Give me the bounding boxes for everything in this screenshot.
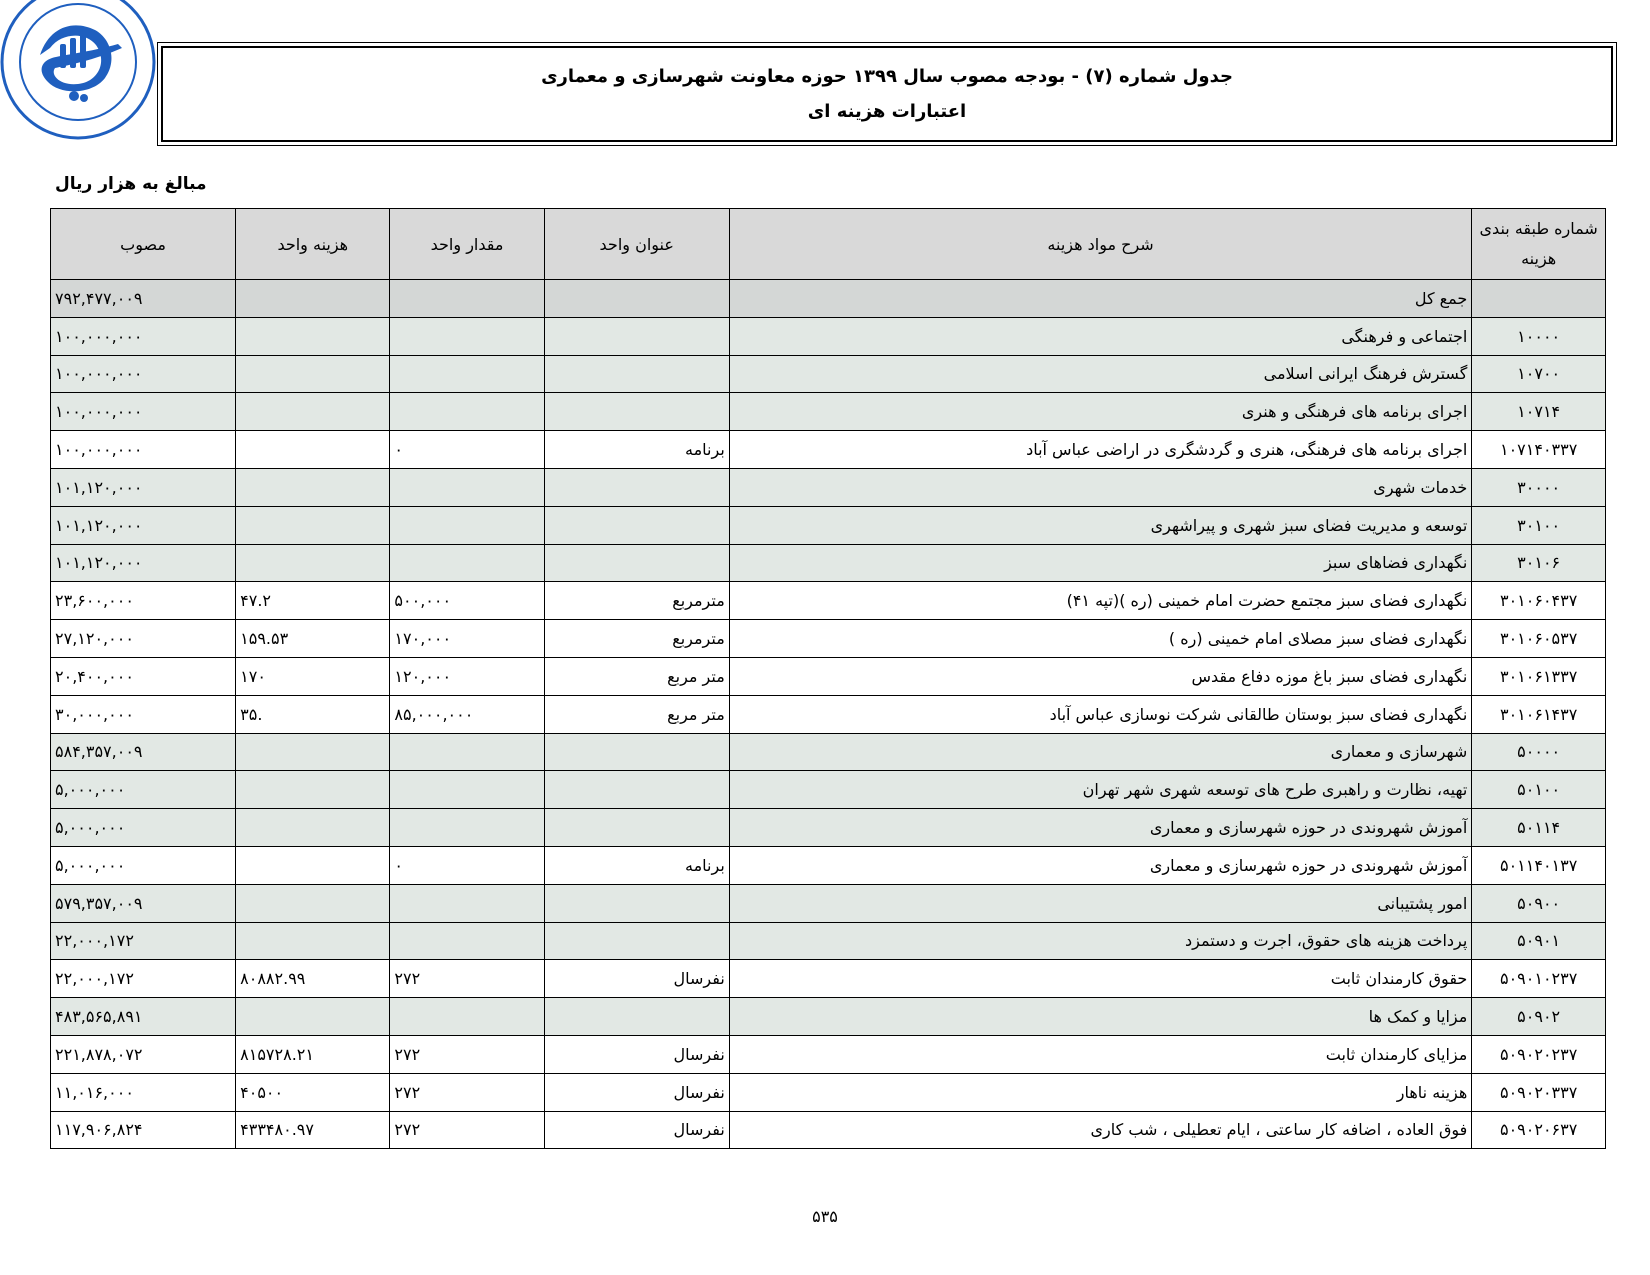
- row-code-cell: ۳۰۱۰۶۱۳۳۷: [1472, 657, 1606, 695]
- row-approved-amount-cell: ۵,۰۰۰,۰۰۰: [51, 846, 236, 884]
- row-description-cell: تهیه، نظارت و راهبری طرح های توسعه شهری شهر تهران: [729, 771, 1472, 809]
- row-unit-cost-cell: [236, 998, 390, 1036]
- row-unit-quantity-cell: [390, 733, 544, 771]
- row-approved-amount-cell: ۲۲,۰۰۰,۱۷۲: [51, 922, 236, 960]
- row-code-cell: ۳۰۱۰۰: [1472, 506, 1606, 544]
- header-unit-title: عنوان واحد: [544, 209, 729, 280]
- row-unit-cost-cell: [236, 771, 390, 809]
- row-unit-title-cell: [544, 280, 729, 318]
- row-code-cell: ۱۰۷۰۰: [1472, 355, 1606, 393]
- row-description-cell: جمع کل: [729, 280, 1472, 318]
- row-code-cell: ۱۰۰۰۰: [1472, 317, 1606, 355]
- header-unit-cost: هزینه واحد: [236, 209, 390, 280]
- row-unit-title-cell: مترمربع: [544, 620, 729, 658]
- table-row: [51, 468, 1606, 506]
- row-unit-cost-cell: [236, 733, 390, 771]
- row-unit-title-cell: [544, 809, 729, 847]
- row-unit-title-cell: نفرسال: [544, 960, 729, 998]
- row-unit-quantity-cell: ۲۷۲: [390, 960, 544, 998]
- row-unit-title-cell: [544, 998, 729, 1036]
- row-unit-title-cell: متر مربع: [544, 657, 729, 695]
- row-description-cell: نگهداری فضای سبز بوستان طالقانی شرکت نوسازی عباس آباد: [729, 695, 1472, 733]
- row-unit-quantity-cell: [390, 317, 544, 355]
- table-row: [51, 582, 1606, 620]
- row-unit-quantity-cell: ۲۷۲: [390, 1073, 544, 1111]
- row-code-cell: ۳۰۱۰۶: [1472, 544, 1606, 582]
- row-code-cell: ۵۰۹۰۲۰۶۳۷: [1472, 1111, 1606, 1149]
- row-approved-amount-cell: ۵۸۴,۳۵۷,۰۰۹: [51, 733, 236, 771]
- row-unit-title-cell: [544, 355, 729, 393]
- table-row: [51, 884, 1606, 922]
- row-unit-cost-cell: ۴۳۳۴۸۰.۹۷: [236, 1111, 390, 1149]
- row-code-cell: ۵۰۱۱۴: [1472, 809, 1606, 847]
- row-code-cell: ۳۰۱۰۶۰۵۳۷: [1472, 620, 1606, 658]
- row-description-cell: مزایای کارمندان ثابت: [729, 1035, 1472, 1073]
- row-code-cell: [1472, 280, 1606, 318]
- row-unit-cost-cell: [236, 922, 390, 960]
- row-code-cell: ۵۰۹۰۱: [1472, 922, 1606, 960]
- table-row: [51, 1035, 1606, 1073]
- row-description-cell: خدمات شهری: [729, 468, 1472, 506]
- row-unit-quantity-cell: ۰: [390, 431, 544, 469]
- table-row: [51, 846, 1606, 884]
- row-code-cell: ۳۰۱۰۶۱۴۳۷: [1472, 695, 1606, 733]
- expense-budget-table: [50, 208, 1606, 1149]
- table-row: [51, 280, 1606, 318]
- row-approved-amount-cell: ۲۲,۰۰۰,۱۷۲: [51, 960, 236, 998]
- table-row: [51, 998, 1606, 1036]
- table-row: [51, 695, 1606, 733]
- row-unit-quantity-cell: [390, 506, 544, 544]
- row-approved-amount-cell: ۲۷,۱۲۰,۰۰۰: [51, 620, 236, 658]
- document-title: جدول شماره (۷) - بودجه مصوب سال ۱۳۹۹ حوزه معاونت شهرسازی و معماری: [541, 66, 1233, 87]
- document-subtitle: اعتبارات هزینه ای: [807, 101, 967, 122]
- row-unit-title-cell: [544, 884, 729, 922]
- row-unit-quantity-cell: [390, 280, 544, 318]
- table-header-row: [51, 209, 1606, 280]
- header-code-line1: شماره طبقه بندی: [1479, 219, 1598, 238]
- row-unit-cost-cell: [236, 280, 390, 318]
- row-unit-cost-cell: [236, 393, 390, 431]
- row-description-cell: حقوق کارمندان ثابت: [729, 960, 1472, 998]
- header-description: شرح مواد هزینه: [729, 209, 1472, 280]
- row-approved-amount-cell: ۱۱,۰۱۶,۰۰۰: [51, 1073, 236, 1111]
- row-code-cell: ۱۰۷۱۴۰۳۳۷: [1472, 431, 1606, 469]
- row-unit-quantity-cell: [390, 998, 544, 1036]
- row-description-cell: نگهداری فضای سبز مجتمع حضرت امام خمینی (ره )(تپه ۴۱): [729, 582, 1472, 620]
- row-unit-quantity-cell: ۲۷۲: [390, 1111, 544, 1149]
- row-unit-quantity-cell: ۱۲۰,۰۰۰: [390, 657, 544, 695]
- row-description-cell: شهرسازی و معماری: [729, 733, 1472, 771]
- row-approved-amount-cell: ۳۰,۰۰۰,۰۰۰: [51, 695, 236, 733]
- row-unit-cost-cell: .۳۵: [236, 695, 390, 733]
- row-unit-cost-cell: [236, 846, 390, 884]
- row-unit-title-cell: [544, 317, 729, 355]
- row-unit-quantity-cell: ۸۵,۰۰۰,۰۰۰: [390, 695, 544, 733]
- row-unit-quantity-cell: [390, 355, 544, 393]
- row-code-cell: ۵۰۹۰۲: [1472, 998, 1606, 1036]
- header-classification-code: [1472, 209, 1606, 280]
- row-code-cell: ۵۰۹۰۰: [1472, 884, 1606, 922]
- row-unit-title-cell: نفرسال: [544, 1035, 729, 1073]
- table-row: [51, 506, 1606, 544]
- header-unit-quantity: مقدار واحد: [390, 209, 544, 280]
- row-approved-amount-cell: ۷۹۲,۴۷۷,۰۰۹: [51, 280, 236, 318]
- row-description-cell: اجتماعی و فرهنگی: [729, 317, 1472, 355]
- row-unit-cost-cell: [236, 468, 390, 506]
- table-row: [51, 317, 1606, 355]
- row-unit-quantity-cell: ۵۰۰,۰۰۰: [390, 582, 544, 620]
- row-unit-quantity-cell: [390, 468, 544, 506]
- row-description-cell: پرداخت هزینه های حقوق، اجرت و دستمزد: [729, 922, 1472, 960]
- row-unit-cost-cell: ۱۵۹.۵۳: [236, 620, 390, 658]
- row-unit-cost-cell: [236, 431, 390, 469]
- row-description-cell: امور پشتیبانی: [729, 884, 1472, 922]
- table-row: [51, 733, 1606, 771]
- row-unit-cost-cell: ۴۷.۲: [236, 582, 390, 620]
- row-unit-quantity-cell: [390, 922, 544, 960]
- row-description-cell: اجرای برنامه های فرهنگی، هنری و گردشگری در اراضی عباس آباد: [729, 431, 1472, 469]
- row-unit-cost-cell: [236, 809, 390, 847]
- row-unit-quantity-cell: [390, 884, 544, 922]
- row-code-cell: ۵۰۰۰۰: [1472, 733, 1606, 771]
- row-unit-title-cell: متر مربع: [544, 695, 729, 733]
- row-unit-quantity-cell: ۱۷۰,۰۰۰: [390, 620, 544, 658]
- row-description-cell: هزینه ناهار: [729, 1073, 1472, 1111]
- row-approved-amount-cell: ۱۱۷,۹۰۶,۸۲۴: [51, 1111, 236, 1149]
- row-code-cell: ۵۰۹۰۲۰۳۳۷: [1472, 1073, 1606, 1111]
- table-row: [51, 771, 1606, 809]
- row-unit-cost-cell: ۱۷۰: [236, 657, 390, 695]
- row-unit-title-cell: مترمربع: [544, 582, 729, 620]
- row-unit-quantity-cell: ۲۷۲: [390, 1035, 544, 1073]
- row-unit-title-cell: [544, 468, 729, 506]
- row-description-cell: آموزش شهروندی در حوزه شهرسازی و معماری: [729, 846, 1472, 884]
- row-approved-amount-cell: ۴۸۳,۵۶۵,۸۹۱: [51, 998, 236, 1036]
- row-unit-cost-cell: [236, 544, 390, 582]
- row-unit-title-cell: [544, 771, 729, 809]
- row-approved-amount-cell: ۱۰۰,۰۰۰,۰۰۰: [51, 393, 236, 431]
- row-unit-title-cell: [544, 506, 729, 544]
- row-approved-amount-cell: ۲۳,۶۰۰,۰۰۰: [51, 582, 236, 620]
- row-description-cell: گسترش فرهنگ ایرانی اسلامی: [729, 355, 1472, 393]
- row-approved-amount-cell: ۱۰۰,۰۰۰,۰۰۰: [51, 355, 236, 393]
- row-code-cell: ۱۰۷۱۴: [1472, 393, 1606, 431]
- row-unit-cost-cell: [236, 506, 390, 544]
- row-code-cell: ۵۰۹۰۲۰۲۳۷: [1472, 1035, 1606, 1073]
- table-row: [51, 922, 1606, 960]
- table-row: [51, 431, 1606, 469]
- row-unit-cost-cell: ۸۰۸۸۲.۹۹: [236, 960, 390, 998]
- row-code-cell: ۵۰۱۱۴۰۱۳۷: [1472, 846, 1606, 884]
- row-unit-cost-cell: [236, 355, 390, 393]
- row-approved-amount-cell: ۱۰۱,۱۲۰,۰۰۰: [51, 468, 236, 506]
- row-approved-amount-cell: ۲۰,۴۰۰,۰۰۰: [51, 657, 236, 695]
- row-description-cell: توسعه و مدیریت فضای سبز شهری و پیراشهری: [729, 506, 1472, 544]
- row-description-cell: فوق العاده ، اضافه کار ساعتی ، ایام تعطیلی ، شب کاری: [729, 1111, 1472, 1149]
- row-code-cell: ۵۰۹۰۱۰۲۳۷: [1472, 960, 1606, 998]
- table-row: [51, 355, 1606, 393]
- row-unit-quantity-cell: [390, 393, 544, 431]
- row-approved-amount-cell: ۱۰۱,۱۲۰,۰۰۰: [51, 544, 236, 582]
- row-approved-amount-cell: ۵۷۹,۳۵۷,۰۰۹: [51, 884, 236, 922]
- row-unit-title-cell: [544, 393, 729, 431]
- table-row: [51, 1111, 1606, 1149]
- header-code-line2: هزینه: [1521, 249, 1557, 268]
- row-unit-title-cell: [544, 922, 729, 960]
- row-code-cell: ۵۰۱۰۰: [1472, 771, 1606, 809]
- table-row: [51, 1073, 1606, 1111]
- row-unit-title-cell: برنامه: [544, 431, 729, 469]
- row-unit-cost-cell: [236, 884, 390, 922]
- row-unit-title-cell: [544, 733, 729, 771]
- header-approved: مصوب: [51, 209, 236, 280]
- table-row: [51, 620, 1606, 658]
- row-description-cell: نگهداری فضاهای سبز: [729, 544, 1472, 582]
- table-row: [51, 657, 1606, 695]
- row-unit-cost-cell: [236, 317, 390, 355]
- table-row: [51, 544, 1606, 582]
- row-approved-amount-cell: ۵,۰۰۰,۰۰۰: [51, 771, 236, 809]
- row-unit-quantity-cell: [390, 771, 544, 809]
- row-unit-title-cell: برنامه: [544, 846, 729, 884]
- table-row: [51, 960, 1606, 998]
- row-description-cell: آموزش شهروندی در حوزه شهرسازی و معماری: [729, 809, 1472, 847]
- row-code-cell: ۳۰۰۰۰: [1472, 468, 1606, 506]
- row-description-cell: اجرای برنامه های فرهنگی و هنری: [729, 393, 1472, 431]
- row-unit-title-cell: [544, 544, 729, 582]
- row-unit-cost-cell: ۸۱۵۷۲۸.۲۱: [236, 1035, 390, 1073]
- title-box: [161, 46, 1613, 142]
- row-description-cell: نگهداری فضای سبز باغ موزه دفاع مقدس: [729, 657, 1472, 695]
- table-body: [51, 280, 1606, 1149]
- row-approved-amount-cell: ۱۰۰,۰۰۰,۰۰۰: [51, 431, 236, 469]
- row-unit-cost-cell: ۴۰۵۰۰: [236, 1073, 390, 1111]
- row-unit-title-cell: نفرسال: [544, 1073, 729, 1111]
- table-row: [51, 809, 1606, 847]
- row-unit-quantity-cell: [390, 544, 544, 582]
- row-unit-title-cell: نفرسال: [544, 1111, 729, 1149]
- row-description-cell: نگهداری فضای سبز مصلای امام خمینی (ره ): [729, 620, 1472, 658]
- row-approved-amount-cell: ۵,۰۰۰,۰۰۰: [51, 809, 236, 847]
- row-unit-quantity-cell: ۰: [390, 846, 544, 884]
- council-seal-stamp: [0, 0, 160, 160]
- table-row: [51, 393, 1606, 431]
- row-approved-amount-cell: ۲۲۱,۸۷۸,۰۷۲: [51, 1035, 236, 1073]
- row-code-cell: ۳۰۱۰۶۰۴۳۷: [1472, 582, 1606, 620]
- row-description-cell: مزایا و کمک ها: [729, 998, 1472, 1036]
- currency-units-note: مبالغ به هزار ریال: [55, 174, 207, 194]
- page-number: ۵۳۵: [812, 1207, 838, 1226]
- row-unit-quantity-cell: [390, 809, 544, 847]
- row-approved-amount-cell: ۱۰۰,۰۰۰,۰۰۰: [51, 317, 236, 355]
- row-approved-amount-cell: ۱۰۱,۱۲۰,۰۰۰: [51, 506, 236, 544]
